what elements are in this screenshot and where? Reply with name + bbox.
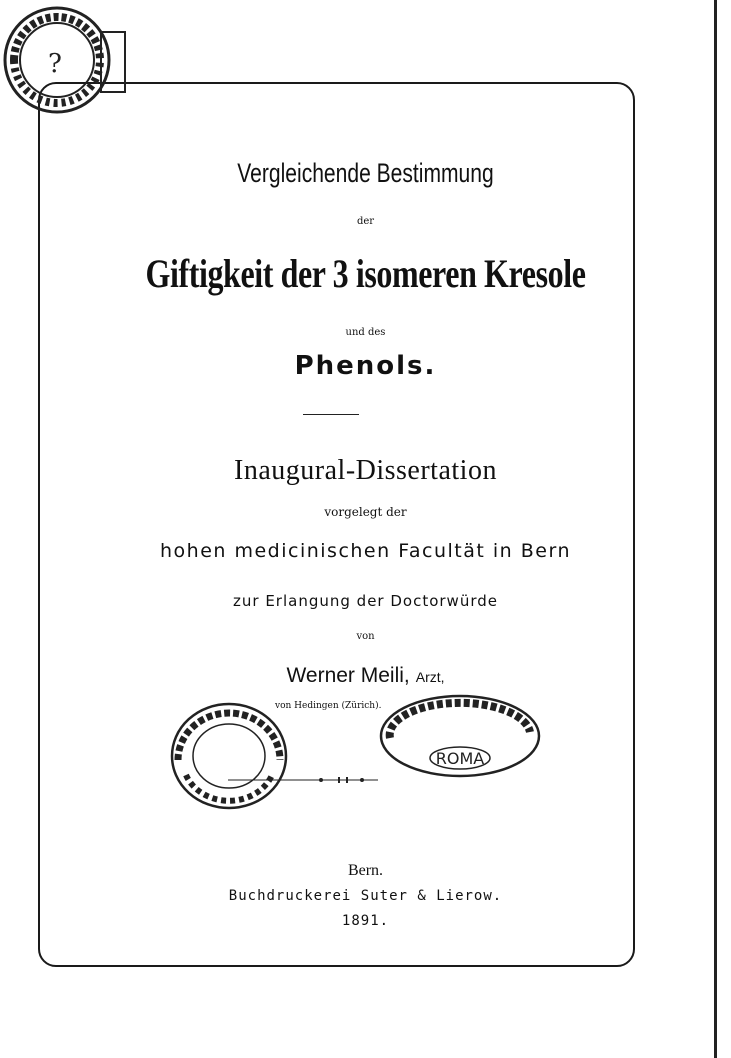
svg-text:?: ? bbox=[48, 49, 62, 79]
title-connector-und: und des bbox=[345, 327, 386, 338]
stamp-roma-label: ROMA bbox=[435, 749, 485, 768]
author-title: Arzt, bbox=[415, 669, 445, 685]
main-title: Giftigkeit der 3 isomeren Kresole bbox=[145, 251, 586, 296]
library-oval-stamp-icon bbox=[378, 692, 542, 780]
title-connector-der: der bbox=[356, 216, 375, 227]
publication-place: Bern. bbox=[347, 862, 384, 879]
title-page-frame bbox=[38, 82, 635, 967]
title-line-3: Phenols. bbox=[294, 351, 437, 381]
donor-stamp-icon bbox=[168, 700, 290, 812]
by-text: von bbox=[356, 631, 375, 642]
library-stamp-icon bbox=[0, 0, 130, 118]
author-line bbox=[0, 664, 731, 688]
title-divider bbox=[303, 414, 359, 415]
publication-year: 1891. bbox=[341, 913, 390, 929]
ornament-divider bbox=[228, 775, 378, 785]
purpose-text: zur Erlangung der Doctorwürde bbox=[233, 592, 498, 610]
title-line-1: Vergleichende Bestimmung bbox=[237, 158, 494, 188]
author-origin: von Hedingen (Zürich). bbox=[275, 701, 382, 711]
dissertation-heading: Inaugural-Dissertation bbox=[234, 455, 497, 486]
printer-name: Buchdruckerei Suter & Lierow. bbox=[228, 888, 503, 904]
submitted-to-text: vorgelegt der bbox=[324, 505, 407, 519]
faculty-text: hohen medicinischen Facultät in Bern bbox=[159, 540, 571, 562]
author-name: Werner Meili, bbox=[286, 664, 410, 687]
